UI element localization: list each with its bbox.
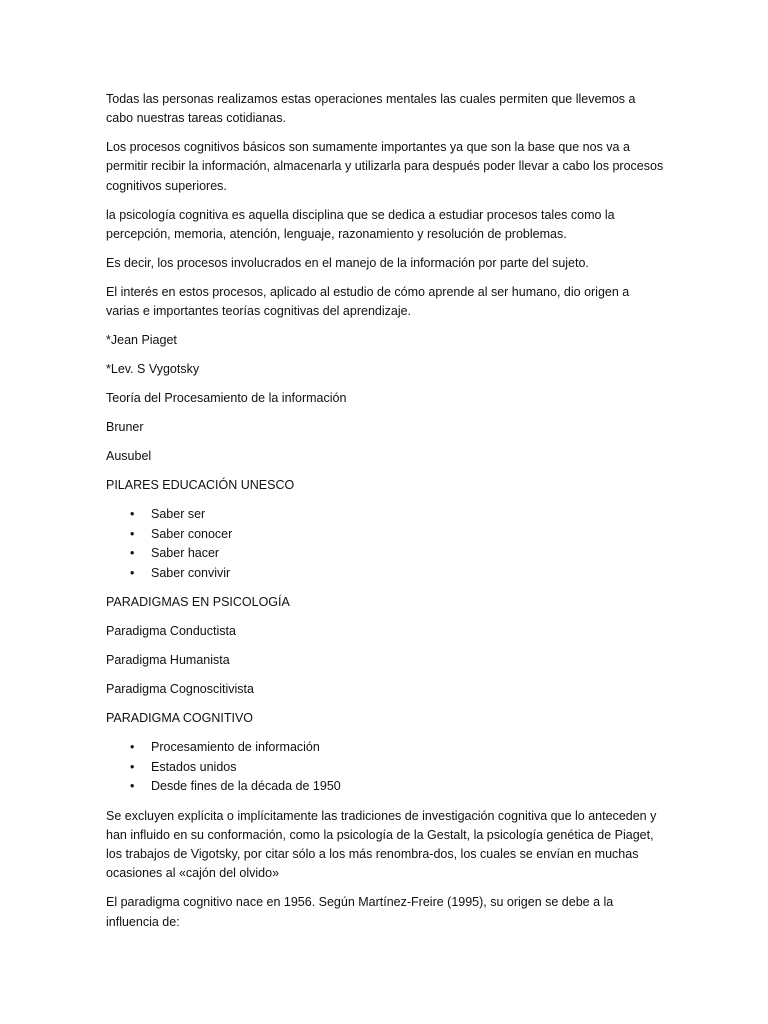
line-jean-piaget: *Jean Piaget bbox=[106, 333, 177, 348]
paragraph-psicologia-cognitiva: la psicología cognitiva es aquella disciplina que se dedica a estudiar procesos tales como la percepción, memoria, atención, lenguaje, razonamiento y resolución de problemas. bbox=[106, 207, 615, 241]
list-item: • Saber convivir bbox=[151, 564, 666, 584]
paragraph-intro: Todas las personas realizamos estas operaciones mentales las cuales permiten que llevemos a cabo nuestras tareas cotidianas. bbox=[106, 92, 636, 126]
line-ausubel: Ausubel bbox=[106, 449, 152, 464]
list-pilares bbox=[106, 505, 666, 583]
line-paradigma-humanista: Paradigma Humanista bbox=[106, 653, 230, 668]
paragraph-se-excluyen: Se excluyen explícita o implícitamente las tradiciones de investigación cognitiva que lo anteceden y han influido en su conformación, como la psicología de la Gestalt, la psicología genética de Piaget, los trabajos de Vigotsky, por citar sólo a los más renombra-dos, los cuales se envían en muchas ocasiones al «cajón del olvido» bbox=[106, 808, 657, 881]
list-item: • Procesamiento de información bbox=[151, 738, 666, 758]
list-item: • Saber conocer bbox=[151, 525, 666, 545]
paragraph-paradigma-nace: El paradigma cognitivo nace en 1956. Según Martínez-Freire (1995), su origen se debe a la influencia de: bbox=[106, 895, 614, 929]
heading-paradigma-cognitivo: PARADIGMA COGNITIVO bbox=[106, 711, 254, 726]
paragraph-interes: El interés en estos procesos, aplicado al estudio de cómo aprende al ser humano, dio origen a varias e importantes teorías cognitivas del aprendizaje. bbox=[106, 284, 630, 319]
document-page bbox=[106, 90, 666, 942]
paragraph-procesos-basicos: Los procesos cognitivos básicos son sumamente importantes ya que son la base que nos va a permitir recibir la información, almacenarla y utilizarla para después poder llevar a cabo los procesos cognitivos superiores. bbox=[106, 140, 664, 193]
list-item: • Estados unidos bbox=[151, 758, 666, 778]
paragraph-es-decir: Es decir, los procesos involucrados en el manejo de la información por parte del sujeto. bbox=[106, 255, 589, 270]
list-paradigma-cognitivo bbox=[106, 738, 666, 797]
line-teoria-procesamiento: Teoría del Procesamiento de la información bbox=[106, 391, 347, 406]
heading-pilares: PILARES EDUCACIÓN UNESCO bbox=[106, 478, 295, 493]
heading-paradigmas: PARADIGMAS EN PSICOLOGÍA bbox=[106, 595, 290, 610]
list-item: • Saber hacer bbox=[151, 544, 666, 564]
line-paradigma-cognoscitivista: Paradigma Cognoscitivista bbox=[106, 682, 254, 697]
line-vygotsky: *Lev. S Vygotsky bbox=[106, 362, 200, 377]
list-item: • Desde fines de la década de 1950 bbox=[151, 777, 666, 797]
line-bruner: Bruner bbox=[106, 420, 144, 435]
list-item: • Saber ser bbox=[151, 505, 666, 525]
line-paradigma-conductista: Paradigma Conductista bbox=[106, 624, 236, 639]
